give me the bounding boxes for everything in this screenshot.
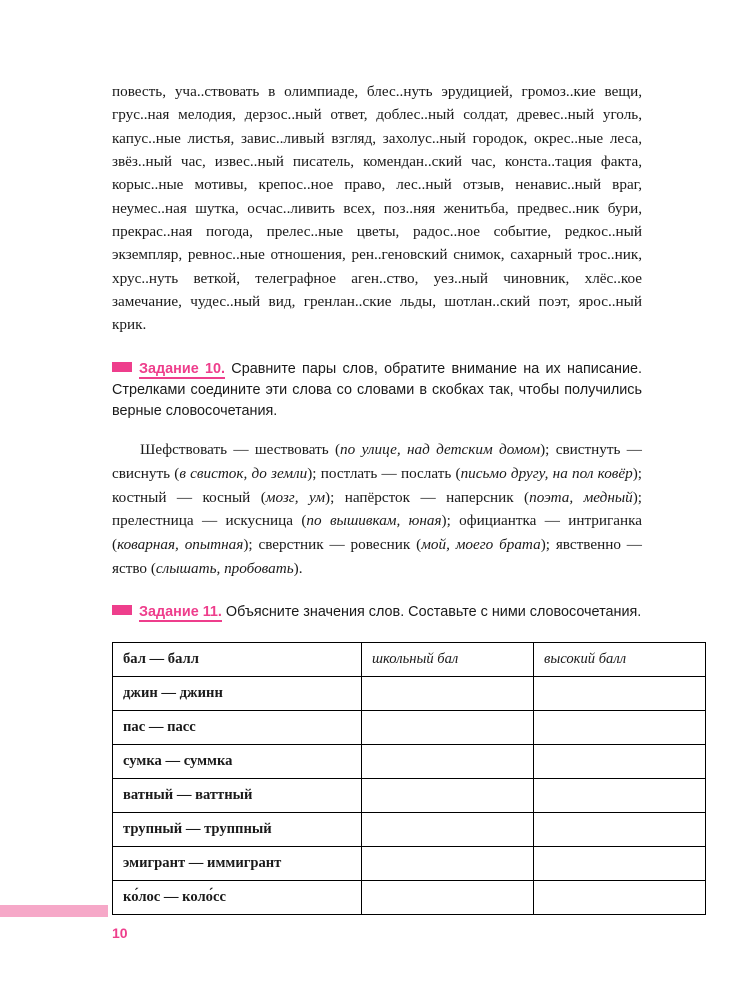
phrase-cell-2[interactable] <box>534 676 706 710</box>
phrase-cell-1[interactable]: школьный бал <box>362 642 534 676</box>
table-row <box>113 846 706 880</box>
task-10-fragment: слышать, пробовать <box>155 559 294 577</box>
task-marker-icon <box>112 605 132 615</box>
phrase-cell-2[interactable] <box>534 710 706 744</box>
footer-accent-bar <box>0 905 108 917</box>
task-10-fragment: ); явственно — яство ( <box>112 535 642 577</box>
table-row <box>113 744 706 778</box>
exercise-word-list: повесть, уча..ствовать в олимпиаде, блес..нуть эрудицией, громоз..кие вещи, грус..ная мелодия, дерзос..ный ответ, доблес..ный солдат, древес..ный уголь, капус..ные листья, завис..ливый взгляд, захолус..ный городок, окрес..ные леса, звёз..ный час, извес..ный писатель, комендан..ский час, конста..тация факта, корыс..ные мотивы, крепос..ное право, лес..ный отзыв, ненавис..ный враг, неумес..ная шутка, осчас..ливить всех, поз..няя женитьба, предвес..ник бури, прекрас..ная погода, прелес..ные цветы, радос..ное событие, редкос..ный экземпляр, ревнос..ные отношения, рен..геновский снимок, сахарный трос..ник, хрус..нуть веткой, телеграфное аген..ство, уез..ный чиновник, хлёс..кое замечание, чудес..ный вид, гренлан..ские льды, шотлан..ский поэт, ярос..ный крик. <box>112 83 642 334</box>
task-10-label: Задание 10. <box>139 360 225 377</box>
task-10-fragment: ). <box>293 559 303 577</box>
word-pair-cell: ко́лос — коло́сс <box>113 880 362 914</box>
phrase-cell-2[interactable] <box>534 812 706 846</box>
table-row <box>113 778 706 812</box>
task-10-fragment: ); сверстник — ровесник ( <box>243 535 422 553</box>
task-10-instruction: Сравните пары слов, обратите внимание на их написание. Стрелками соедините эти слова со словами в скобках так, чтобы получились верные словосочетания. <box>112 360 642 419</box>
task-10-fragment: ); постлать — послать ( <box>307 464 461 482</box>
phrase-cell-1[interactable] <box>362 812 534 846</box>
task-10-body <box>112 438 642 580</box>
page-content <box>112 80 642 915</box>
task-10-fragment: поэта, медный <box>529 488 633 506</box>
task-10-fragment: коварная, опытная <box>117 535 244 553</box>
page-number: 10 <box>112 925 128 941</box>
phrase-cell-1[interactable] <box>362 676 534 710</box>
task-10-fragment: ); свистнуть — свиснуть ( <box>112 441 642 482</box>
table-row <box>113 642 706 676</box>
phrase-cell-2[interactable] <box>534 846 706 880</box>
task-11-instruction: Объясните значения слов. Составьте с ними словосочетания. <box>225 604 642 621</box>
word-pairs-table <box>112 642 706 915</box>
word-pair-cell: джин — джинн <box>113 676 362 710</box>
task-10-fragment: ный — косный ( <box>139 488 266 506</box>
page-footer <box>0 905 756 1001</box>
phrase-cell-1[interactable] <box>362 778 534 812</box>
table-row <box>113 812 706 846</box>
phrase-cell-1[interactable] <box>362 710 534 744</box>
task-10-fragment: письмо другу, на пол ковёр <box>460 464 633 482</box>
task-11-label: Задание 11. <box>139 604 222 621</box>
task-10-fragment: ); ко <box>112 464 643 506</box>
task-10-fragment: мой, моего брата <box>421 535 541 553</box>
task-marker-icon <box>112 362 132 372</box>
task-10-fragment: ); напёрсток — наперсник ( <box>325 488 530 506</box>
phrase-cell-1[interactable] <box>362 846 534 880</box>
word-pair-cell: бал — балл <box>113 642 362 676</box>
task-10-fragment: по вышивкам, юная <box>306 512 442 530</box>
word-pair-cell: эмигрант — иммигрант <box>113 846 362 880</box>
task-10-heading <box>112 359 642 423</box>
task-10-fragment: ); прелестница — искусница ( <box>112 488 643 530</box>
task-10-fragment: в свисток, до земли <box>179 464 308 482</box>
word-pair-cell: сумка — суммка <box>113 744 362 778</box>
task-10-body-text <box>112 441 642 577</box>
task-11-heading <box>112 602 642 623</box>
task-10-fragment: мозг, ум <box>265 488 326 506</box>
task-10-fragment: ст <box>126 488 140 506</box>
phrase-cell-2[interactable] <box>534 778 706 812</box>
task-10-fragment: ); официантка — интриганка ( <box>112 512 643 553</box>
phrase-cell-2[interactable] <box>534 744 706 778</box>
table-row <box>113 676 706 710</box>
phrase-cell-1[interactable] <box>362 744 534 778</box>
phrase-cell-2[interactable]: высокий балл <box>534 642 706 676</box>
task-10-fragment: по улице, над детским домом <box>340 441 541 459</box>
task-10-fragment: Шефствовать — шествовать ( <box>140 441 341 459</box>
table-row <box>113 710 706 744</box>
word-pair-cell: ватный — ваттный <box>113 778 362 812</box>
word-pair-cell: пас — пасс <box>113 710 362 744</box>
table-body <box>113 642 706 914</box>
word-pair-cell: трупный — труппный <box>113 812 362 846</box>
